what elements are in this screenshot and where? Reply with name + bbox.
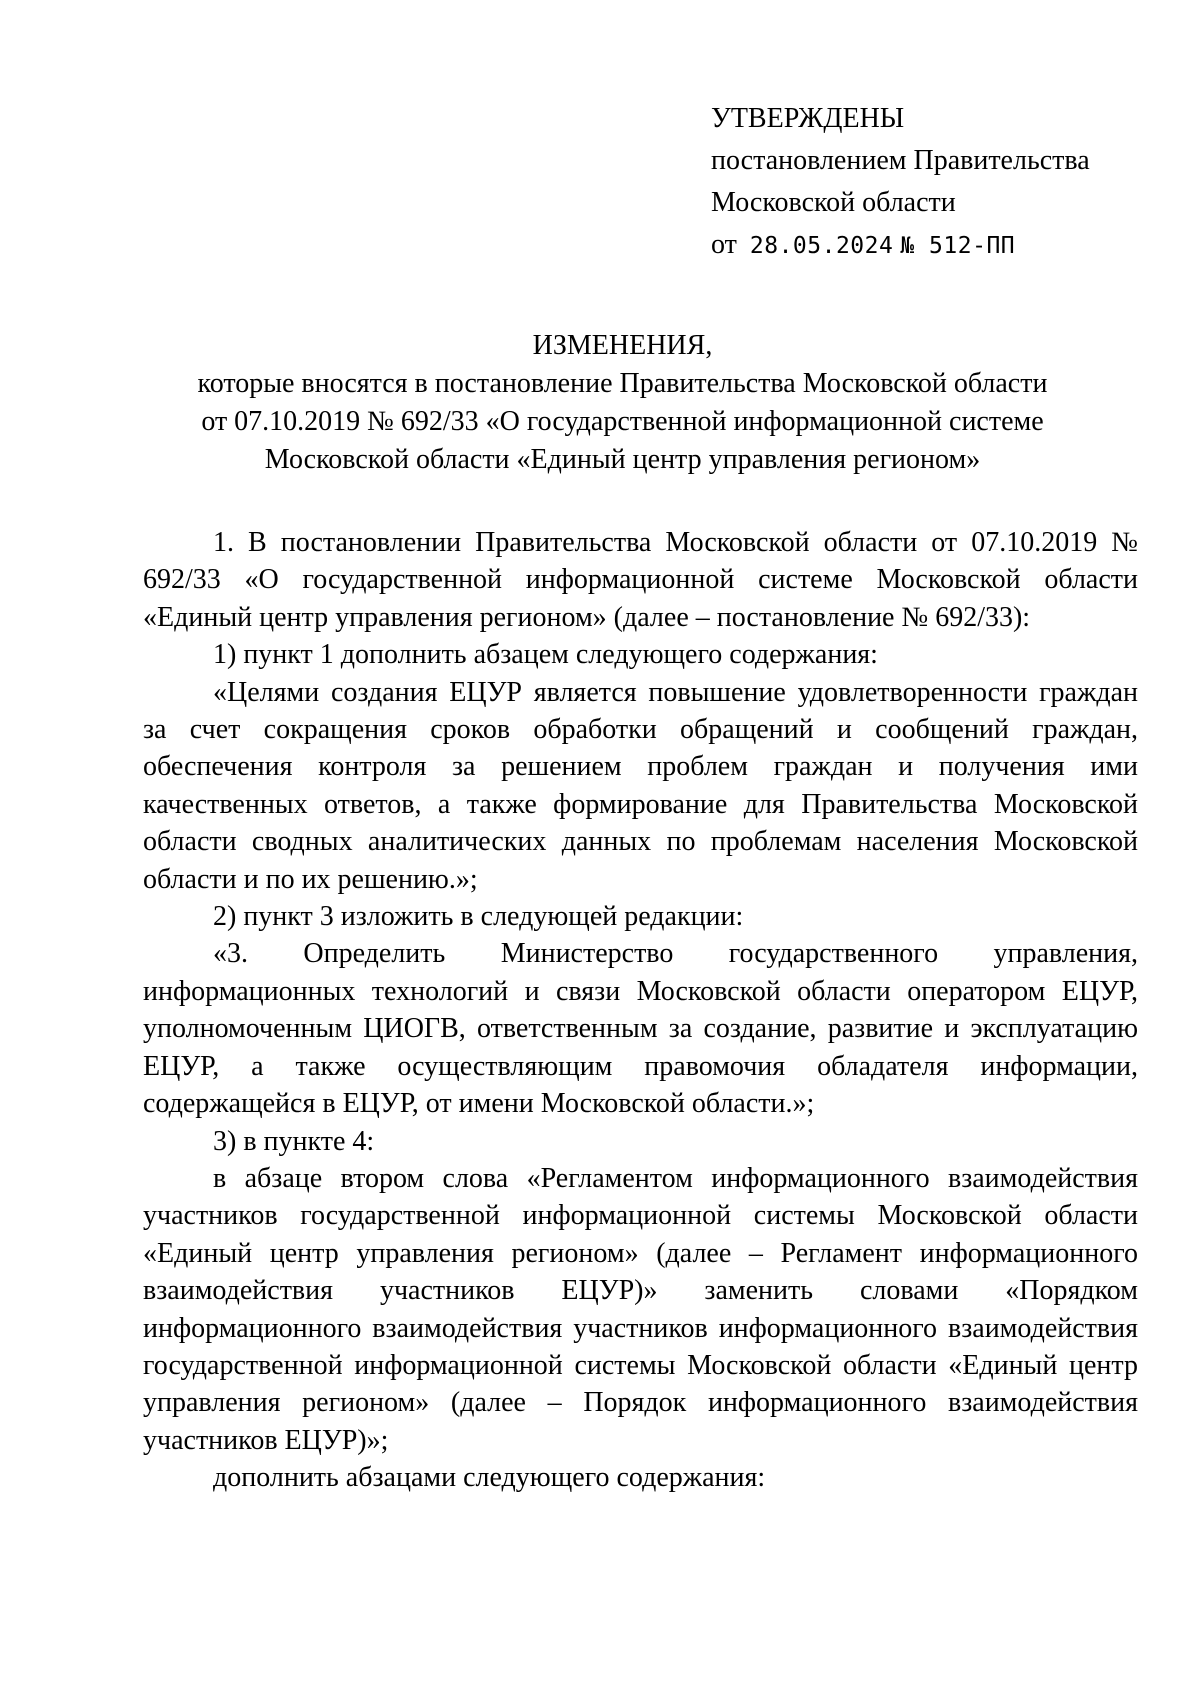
heading-line-3: Московской области «Единый центр управления регионом» — [264, 444, 981, 475]
document-heading — [150, 327, 1095, 479]
paragraph-supplement: дополнить абзацами следующего содержания: — [213, 1462, 766, 1494]
paragraph-amendment: в абзаце втором слова «Регламентом информационного взаимодействия участников государственной информационной системы Московской области «Единый центр управления регионом» (далее – Регламент информационного взаимодействия участников ЕЦУР)» заменить словами «Порядком информационного взаимодействия участников информационного взаимодействия государственной информационной системы Московской области «Единый центр управления регионом» (далее – Порядок информационного взаимодействия участников ЕЦУР)»; — [143, 1162, 1138, 1456]
approval-line-1: постановлением Правительства — [711, 145, 1090, 176]
approval-date-line — [711, 224, 1090, 267]
paragraph-quote-1: «Целями создания ЕЦУР является повышение удовлетворенности граждан за счет сокращения сроков обработки обращений и сообщений граждан, обеспечения контроля за решением проблем граждан и получения ими качественных ответов, а также формирование для Правительства Московской области сводных аналитических данных по проблемам населения Московской области и по их решению.»; — [143, 676, 1138, 895]
approval-line-2: Московской области — [711, 187, 956, 218]
heading-title: ИЗМЕНЕНИЯ, — [532, 330, 713, 361]
approval-block — [711, 98, 1090, 267]
paragraph-subitem-3: 3) в пункте 4: — [213, 1125, 375, 1157]
heading-line-1: которые вносятся в постановление Правительства Московской области — [197, 368, 1048, 399]
approval-title: УТВЕРЖДЕНЫ — [711, 103, 905, 134]
paragraph-subitem-1: 1) пункт 1 дополнить абзацем следующего содержания: — [213, 639, 878, 671]
approval-number: № 512-ПП — [900, 233, 1016, 259]
document-body — [143, 524, 1138, 1497]
approval-date-value: 28.05.2024 — [749, 233, 894, 259]
heading-line-2: от 07.10.2019 № 692/33 «О государственной информационной системе — [201, 406, 1044, 437]
paragraph-subitem-2: 2) пункт 3 изложить в следующей редакции: — [213, 901, 744, 933]
paragraph-quote-2: «3. Определить Министерство государственного управления, информационных технологий и связи Московской области оператором ЕЦУР, уполномоченным ЦИОГВ, ответственным за создание, развитие и эксплуатацию ЕЦУР, а также осуществляющим правомочия обладателя информации, содержащейся в ЕЦУР, от имени Московской области.»; — [143, 938, 1138, 1120]
approval-date-prefix: от — [711, 229, 737, 260]
paragraph-item-1: 1. В постановлении Правительства Московской области от 07.10.2019 № 692/33 «О государственной информационной системе Московской области «Единый центр управления регионом» (далее – постановление № 692/33): — [143, 527, 1138, 633]
